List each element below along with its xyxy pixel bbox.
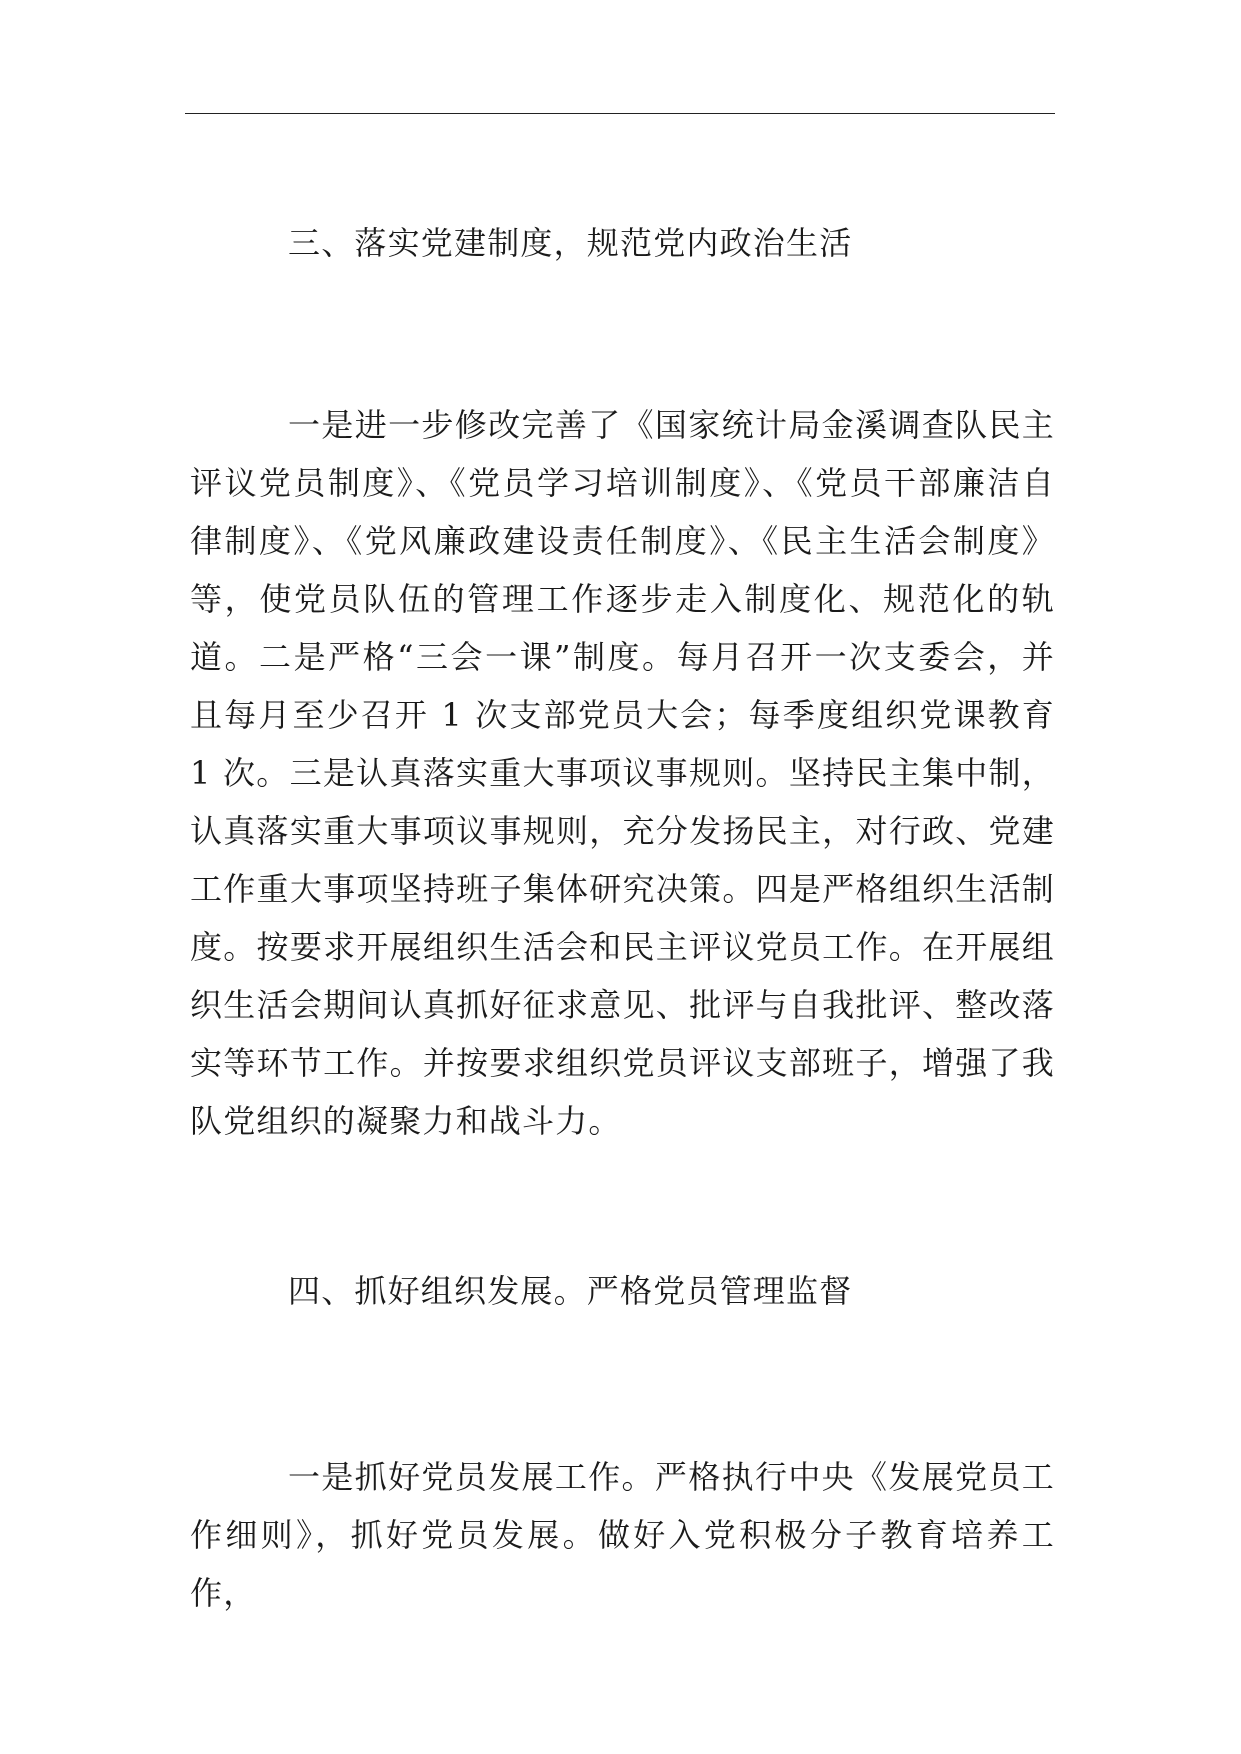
section-paragraph-4: 一是抓好党员发展工作。严格执行中央《发展党员工作细则》，抓好党员发展。做好入党积极分子教育培养工作， <box>190 1458 1055 1612</box>
section-heading-3: 三、落实党建制度，规范党内政治生活 <box>288 224 853 262</box>
section-heading-4: 四、抓好组织发展。严格党员管理监督 <box>288 1272 853 1310</box>
section-paragraph-3: 一是进一步修改完善了《国家统计局金溪调查队民主评议党员制度》、《党员学习培训制度》、《党员干部廉洁自律制度》、《党风廉政建设责任制度》、《民主生活会制度》等，使党员队伍的管理工作逐步走入制度化、规范化的轨道。二是严格“三会一课”制度。每月召开一次支委会，并且每月至少召开 1 次支部党员大会；每季度组织党课教育 1 次。三是认真落实重大事项议事规则。坚持民主集中制，认真落实重大事项议事规则，充分发扬民主，对行政、党建工作重大事项坚持班子集体研究决策。四是严格组织生活制度。按要求开展组织生活会和民主评议党员工作。在开展组织生活会期间认真抓好征求意见、批评与自我批评、整改落实等环节工作。并按要求组织党员评议支部班子，增强了我队党组织的凝聚力和战斗力。 <box>190 406 1055 1140</box>
header-rule <box>185 113 1055 114</box>
